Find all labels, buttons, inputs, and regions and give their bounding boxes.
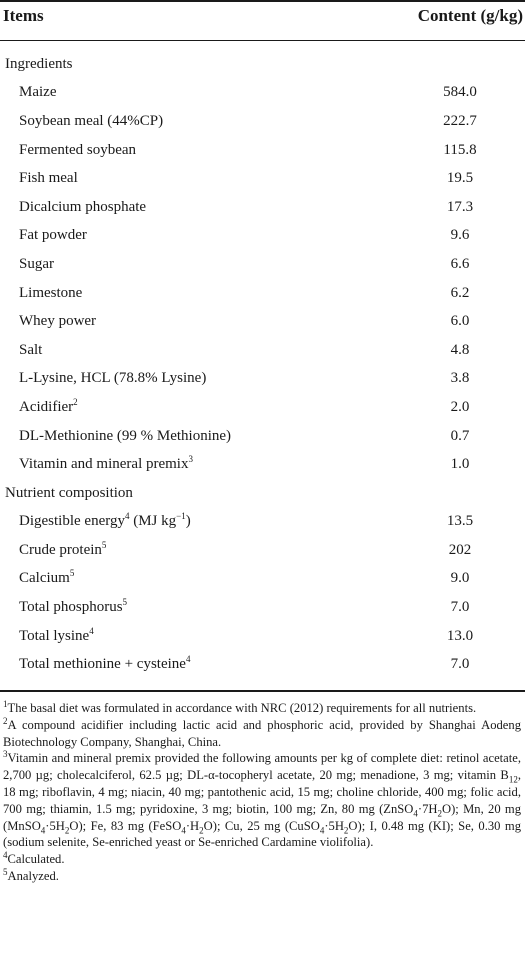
footnote-2: $^2$A compound acidifier including lactic acid and phosphoric acid, provided by Shanghai Aodeng Biotechnology Company, Shanghai, China. xyxy=(3,715,521,749)
footnote-1: $^1$The basal diet was formulated in accordance with NRC (2012) requirements for all nutrients. xyxy=(3,698,477,715)
table-row: Crude protein$^5$ 202 xyxy=(19,539,472,558)
section-nutrient-composition: Nutrient composition xyxy=(5,484,133,501)
footnotes xyxy=(0,700,521,885)
table-row: Limestone 6.2 xyxy=(19,284,470,301)
section-ingredients: Ingredients xyxy=(5,55,73,72)
header-rule xyxy=(0,40,525,41)
table-row: Calcium$^5$ 9.0 xyxy=(19,568,470,587)
footnote-4: $^4$Calculated. xyxy=(3,849,65,867)
table-row: Salt 4.8 xyxy=(19,341,470,358)
table-row: Fermented soybean 115.8 xyxy=(19,141,477,158)
table-header xyxy=(0,0,525,32)
footnote-5: $^5$Analyzed. xyxy=(3,866,59,883)
footnote-3: $^3$Vitamin and mineral premix provided the following amounts per kg of complete diet: retinol acetate, 2,700 µg; cholecalciferol, 62.5 µg; DL-α-tocopheryl acetate, 20 mg; menadione, 3 mg; vitamin $B_{12}$, 18 mg; riboflavin, 4 mg; niacin, 40 mg; pantothenic acid, 15 mg; choline chloride, 400 mg; folic acid, 700 mg; thiamin, 1.5 mg; pyridoxine, 3 mg; biotin, 100 mg; Zn, 80 mg $(ZnSO_4\cdot 7H_2O)$; Mn, 20 mg $(MnSO_4\cdot 5H_2O)$; Fe, 83 mg $(FeSO_4\cdot H_2O)$; Cu, 25 mg $(CuSO_4\cdot 5H_2O)$; I, 0.48 mg (KI); Se, 0.30 mg (sodium selenite, Se-enriched yeast or Se-enriched Cardamine violifolia). xyxy=(3,749,522,850)
table-row: Total methionine + cysteine$^4$ 7.0 xyxy=(19,654,470,673)
table-row: DL-Methionine (99 % Methionine) 0.7 xyxy=(19,427,470,444)
table-row: Total phosphorus$^5$ 7.0 xyxy=(19,597,470,616)
table-row: Maize 584.0 xyxy=(19,84,477,101)
table-row: Vitamin and mineral premix$^3$ 1.0 xyxy=(19,454,470,473)
items-header: Items xyxy=(3,6,44,25)
table-row: Digestible energy$^4$ (MJ $kg^{-1}$) 13.5 xyxy=(19,511,474,530)
table-row: Soybean meal (44%CP) 222.7 xyxy=(19,112,477,129)
table-row: L-Lysine, HCL (78.8% Lysine) 3.8 xyxy=(19,370,470,387)
table-body xyxy=(0,50,525,679)
table-row: Total lysine$^4$ 13.0 xyxy=(19,625,474,644)
table-row: Fat powder 9.6 xyxy=(19,227,470,244)
table-row: Acidifier$^2$ 2.0 xyxy=(19,396,470,415)
table-row: Dicalcium phosphate 17.3 xyxy=(19,198,474,215)
table-row: Sugar 6.6 xyxy=(19,255,470,272)
table-row: Whey power 6.0 xyxy=(19,313,470,330)
content-header: Content (g/kg) xyxy=(417,6,523,25)
table-row: Fish meal 19.5 xyxy=(19,170,474,187)
bottom-rule xyxy=(0,690,525,692)
